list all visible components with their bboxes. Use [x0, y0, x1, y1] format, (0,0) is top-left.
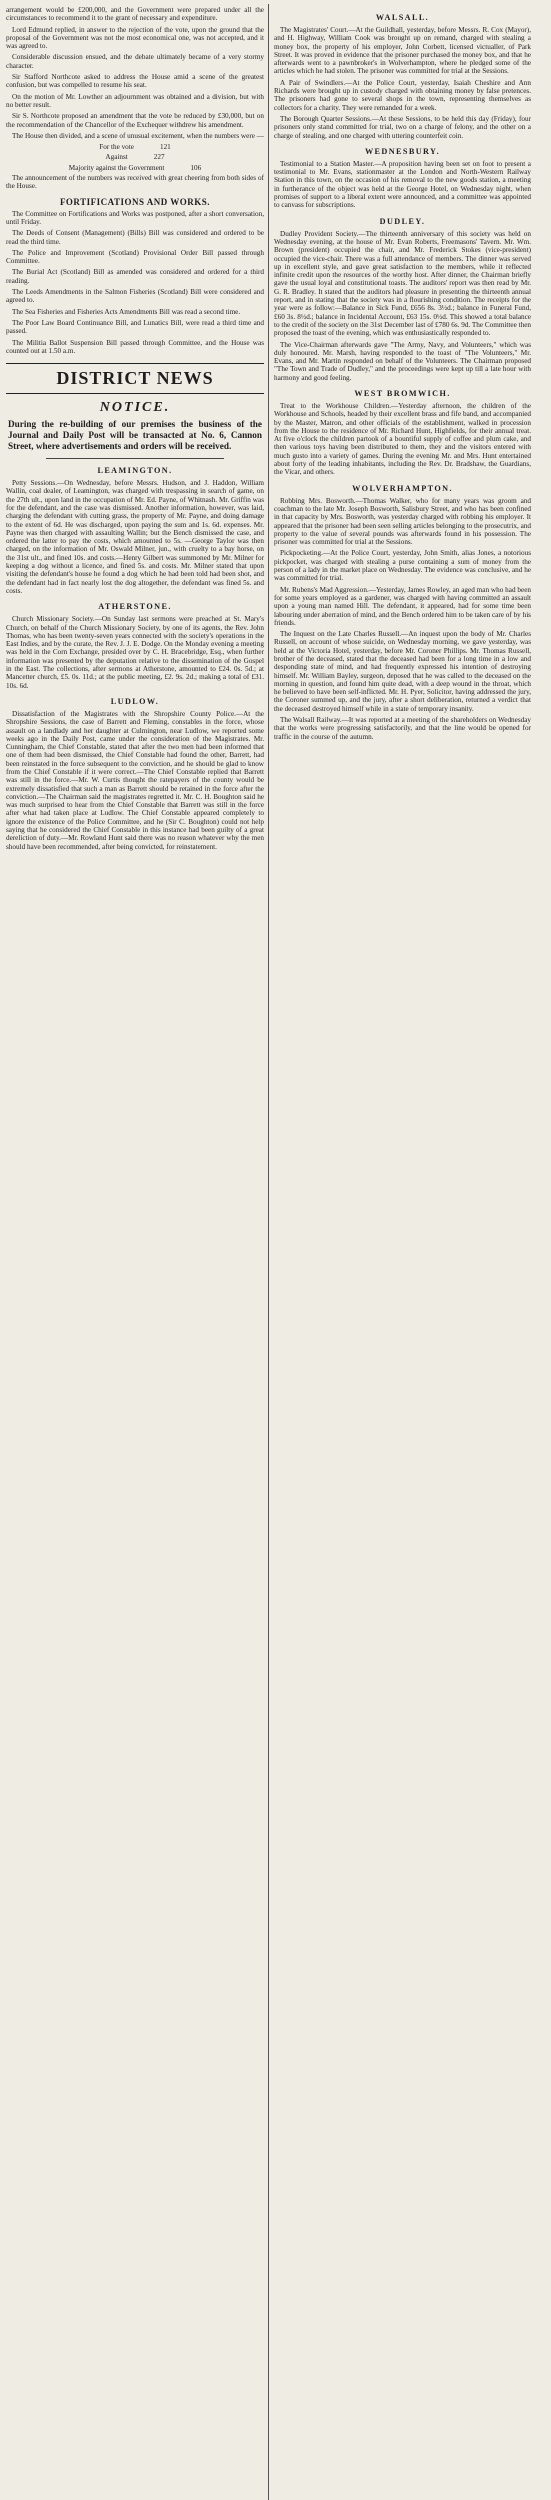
right-column — [269, 0, 537, 2500]
place-heading: WEDNESBURY. — [364, 146, 441, 156]
article-paragraph: The Militia Ballot Suspension Bill passed through Committee, and the House was counted out at 1.50 a.m. — [6, 338, 264, 355]
article-paragraph: Testimonial to a Station Master.—A proposition having been set on foot to present a testimonial to Mr. Evans, stationmaster at the London and North-Western Railway Station in this town, on the occasion of his removal to the new goods station, a meeting in furtherance of the object was held at the George Hotel, on Wednesday night, when promises of support to a liberal extent were announced, and a committee was appointed to canvass for subscriptions. — [274, 159, 531, 210]
article-paragraph: The Vice-Chairman afterwards gave "The Army, Navy, and Volunteers," which was duly honoured. Mr. Marsh, having responded to the toast of "The Volunteers," Mr. Evans, and Mr. Martin responded on behalf of the Volunteers. The Chairman proposed "The Town and Trade of Dudley," and the proceedings were kept up till a late hour with harmony and good feeling. — [274, 340, 531, 382]
article-paragraph: On the motion of Mr. Lowther an adjournment was obtained and a division, but with no better result. — [6, 92, 264, 109]
district-news-heading: DISTRICT NEWS — [6, 363, 264, 394]
vote-against-row — [6, 153, 264, 161]
divider — [46, 458, 224, 459]
article-paragraph: The Deeds of Consent (Management) (Bills) Bill was considered and ordered to be read the third time. — [6, 229, 264, 246]
vote-majority-count: 106 — [190, 163, 202, 172]
article-paragraph: The Sea Fisheries and Fisheries Acts Amendments Bill was read a second time. — [12, 307, 241, 316]
vote-for-row — [6, 143, 264, 151]
vote-for-count: 121 — [159, 143, 171, 152]
vote-majority-label: Majority against the Government — [68, 163, 165, 172]
left-column — [0, 0, 268, 2500]
article-paragraph: The House then divided, and a scene of unusual excitement, when the numbers were — — [12, 131, 264, 140]
article-paragraph: The Committee on Fortifications and Works was postponed, after a short conversation, until Friday. — [6, 209, 264, 226]
article-paragraph: The Burial Act (Scotland) Bill as amended was considered and ordered for a third reading. — [6, 268, 264, 285]
article-paragraph: Considerable discussion ensued, and the debate ultimately became of a very stormy character. — [6, 53, 264, 70]
article-paragraph: Sir Stafford Northcote asked to address the House amid a scene of the greatest confusion, but was compelled to resume his seat. — [6, 73, 264, 90]
article-paragraph: A Pair of Swindlers.—At the Police Court, yesterday, Isaiah Cheshire and Ann Richards were brought up in custody charged with obtaining money by false pretences. The prisoners had gone to several shops in the town, representing themselves as collectors for a charity. They were remanded for a week. — [274, 78, 531, 112]
article-paragraph: Pickpocketing.—At the Police Court, yesterday, John Smith, alias Jones, a notorious pickpocket, was charged with stealing a purse containing a sum of money from the person of a lady in the market place on Wednesday. The evidence was conclusive, and he was committed for trial. — [274, 549, 531, 583]
notice-title: NOTICE. — [99, 400, 171, 416]
vote-majority-row — [6, 164, 264, 172]
place-heading: WOLVERHAMPTON. — [352, 483, 453, 493]
place-heading: LUDLOW. — [110, 696, 160, 706]
vote-for-label: For the vote — [99, 143, 134, 152]
article-paragraph: The Walsall Railway.—It was reported at a meeting of the shareholders on Wednesday that the works were progressing satisfactorily, and that the line would be opened for traffic in the course of the autumn. — [274, 716, 531, 741]
place-heading: WEST BROMWICH. — [354, 388, 451, 398]
article-paragraph: Church Missionary Society.—On Sunday last sermons were preached at St. Mary's Church, on behalf of the Church Missionary Society, by one of its agents, the Rev. John Thomas, who has been twenty-seven years connected with the society's operations in the East Indies, and by the curate, the Rev. J. J. E. Dodge. On the Monday evening a meeting was held in the Corn Exchange, presided over by C. H. Bracebridge, Esq., when further information was presented by the deputation relative to the dissemination of the Gospel in the East. The collections, after sermons at Atherstone, amounted to £24. 0s. 5d.; at Mancetter church, £5. 0s. 11d.; at the public meeting, £2. 9s. 2d.; making a total of £31. 10s. 6d. — [6, 615, 264, 690]
article-paragraph: Dudley Provident Society.—The thirteenth anniversary of this society was held on Wednesday evening, at the house of Mr. Evan Roberts, Freemasons' Tavern. Mr. Wm. Brown (president) occupied the chair, and Mr. Frederick Stokes (vice-president) occupied the vice-chair. There was a full attendance of members. The dinner was served up in excellent style, and gave great satisfaction to the members, while it reflected infinite credit upon the resources of the worthy host. After dinner, the Chairman briefly gave the usual loyal and constitutional toasts. The auditors' report was then read by Mr. G. R. Bradley. It stated that the auditors had pleasure in presenting the thirteenth annual report, and in stating that the society was in a flourishing condition. The receipts for the year were as follow:—Balance in Sick Fund, £656 8s. 3½d.; balance in Funeral Fund, £60 3s. 8½d.; balance in Incidental Account, £63 15s. 0½d. This showed a total balance to the credit of the society on the 31st December last of £780 6s. 9d. The Committee then proposed the toast of the evening, which was enthusiastically responded to. — [274, 229, 531, 338]
article-paragraph: Mr. Rubens's Mad Aggression.—Yesterday, James Rowley, an aged man who had been for some years employed as a gardener, was charged with having committed an assault upon a young man named Hill. The defendant, it appeared, had for some time been labouring under aberration of mind, and the Bench ordered him to be taken care of by his friends. — [274, 585, 531, 627]
article-paragraph: The Inquest on the Late Charles Russell.—An inquest upon the body of Mr. Charles Russell, on account of whose suicide, on Wednesday morning, we gave yesterday, was held at the Victoria Hotel, yesterday, before Mr. Coroner Phillips. Mr. Thomas Russell, brother of the deceased, stated that the deceased had been for a long time in a low and desponding state of mind, and had frequently expressed his intention of destroying himself. Mr. William Bayley, surgeon, deposed that he was called to the deceased on the morning in question, and found him quite dead, with a deep wound in the throat, which he believed to have been self-inflicted. Mr. H. Pyer, Solicitor, having addressed the jury, the Coroner summed up, and the jury, after a short deliberation, returned a verdict that the deceased destroyed himself while in a state of temporary insanity. — [274, 630, 531, 713]
article-paragraph: Petty Sessions.—On Wednesday, before Messrs. Hudson, and J. Haddon, William Wallin, coal dealer, of Leamington, was charged with trespassing in search of game, on the 27th ult., upon land in the occupation of Mr. Ed. Payne, of Whitnash. Mr. Griffin was for the defendant, and the case was dismissed. Another information, however, was laid, charging the defendant with cutting grass, the property of Mr. Payne, and doing damage to the extent of 6d. He was discharged, upon paying the sum and 1s. 6d. expenses. Mr. Payne was then charged with assaulting Wallin; but the Bench dismissed the case, and ordered the latter to pay the costs, which amounted to 5s. —George Taylor was then charged, on the information of Mr. Oswald Milner, jun., with cruelty to a bay horse, on the 31st ult., and fined 10s. and costs.—Henry Gilbert was summoned by Mr. Milner for keeping a dog without a licence, and fined 5s. and costs. Mr. Milner stated that upon visiting the defendant's house he found a dog which he had been told had been shot, and the defendant had in fact nearly lost the dog altogether, the defendant was fined 5s. and costs. — [6, 479, 264, 595]
article-paragraph: Robbing Mrs. Bosworth.—Thomas Walker, who for many years was groom and coachman to the late Mr. Joseph Bosworth, Salisbury Street, and who has been confined in that capacity by Mrs. Bosworth, was yesterday charged with robbing his employer. It appeared that the prisoner had been seen selling articles belonging to the prosecutrix, and property to the value of several pounds was afterwards found in his possession. The prisoner was committed for trial at the Sessions. — [274, 496, 531, 547]
vote-against-label: Against — [105, 153, 128, 162]
article-paragraph: Lord Edmund replied, in answer to the rejection of the vote, upon the ground that the proposal of the Government was not the most economical one, was not accepted, and it was agreed to. — [6, 25, 264, 51]
article-paragraph: The Poor Law Board Continuance Bill, and Lunatics Bill, were read a third time and passed. — [6, 318, 264, 336]
article-paragraph: arrangement would be £200,000, and the Government were prepared under all the circumstances to recommend it to the grant of necessary and expenditure. — [6, 6, 264, 23]
article-paragraph: The Police and Improvement (Scotland) Provisional Order Bill passed through Committee. — [6, 248, 264, 266]
article-paragraph: The announcement of the numbers was received with great cheering from both sides of the House. — [6, 174, 264, 191]
vote-against-count: 227 — [153, 153, 165, 162]
article-paragraph: Sir S. Northcote proposed an amendment that the vote be reduced by £30,000, but on the recommendation of the Chancellor of the Exchequer withdrew his amendment. — [6, 112, 264, 129]
article-paragraph: Treat to the Workhouse Children.—Yesterday afternoon, the children of the Workhouse and Schools, headed by their excellent brass and fife band, and accompanied by the Master, Matron, and other officials of the establishment, walked in procession from the House to the residence of Mr. Richard Hunt, Highfields, for their annual treat. At five o'clock the children partook of a bountiful supply of coffee and plum cake, and then various toys having been distributed to them, they and the visitors entered with much gusto into a variety of games. During the evening Mr. and Mrs. Hunt entertained about forty of the leading inhabitants, including the Rev. Dr. Bradshaw, the Guardians, the Vicar, and others. — [274, 401, 531, 477]
place-heading: DUDLEY. — [379, 216, 426, 226]
section-heading: FORTIFICATIONS AND WORKS. — [59, 196, 211, 207]
place-heading: WALSALL. — [375, 13, 430, 22]
place-heading: ATHERSTONE. — [98, 602, 172, 612]
place-heading: LEAMINGTON. — [97, 466, 173, 476]
article-paragraph: Dissatisfaction of the Magistrates with the Shropshire County Police.—At the Shropshire Sessions, the case of Barrett and Fleming, constables in the force, whose assault on a landlady and her daughter at Culmington, near Ludlow, we reported some weeks ago in the Daily Post, came under the consideration of the Magistrates. Mr. Cunningham, the Chief Constable, stated that after the two men had been informed that one of them had been dismissed, the Chief Constable had found the other, Barrett, had been reinstated in the force subsequent to the conviction, and he should be glad to know from the Chief Constable if it were correct.—The Chief Constable replied that Barrett was still in the force.—Mr. W. Curtis thought the ratepayers of the county would be extremely dissatisfied that such a man as Barrett should be retained in the force after the conviction.—The Chairman said the magistrates regretted it. Mr. C. H. Boughton said he was much surprised to hear from the Chief Constable that Barrett was still in the force after what had taken place at Ludlow. The Chief Constable appeared completely to ignore the existence of the Police Committee, and he (Sir C. Boughton) could not help saying that he considered the Chief Constable in this instance had been guilty of a great dereliction of duty.—Mr. Rowland Hunt said there was no reason whatever why the men should have been recommended, after being convicted, for reinstatement. — [6, 709, 264, 851]
article-paragraph: The Borough Quarter Sessions.—At these Sessions, to be held this day (Friday), four prisoners only stand committed for trial, two on a charge of felony, and the other on a charge of stealing, and one charged with uttering counterfeit coin. — [274, 114, 531, 140]
article-paragraph: The Leeds Amendments in the Salmon Fisheries (Scotland) Bill were considered and agreed to. — [6, 288, 264, 305]
notice-body: During the re-building of our premises the business of the Journal and Daily Post will be transacted at No. 6, Cannon Street, where advertisements and orders will be received. — [8, 419, 262, 452]
article-paragraph: The Magistrates' Court.—At the Guildhall, yesterday, before Messrs. R. Cox (Mayor), and H. Highway, William Cook was brought up on remand, charged with stealing a money box, the property of his employer, John Corbett, licensed victualler, of Park Street. It was proved in evidence that the prisoner purchased the money box, and that he afterwards went to a pawnbroker's in Wolverhampton, where he pledged some of the articles which he had stolen. The prisoner was committed for trial at the Sessions. — [274, 26, 531, 76]
